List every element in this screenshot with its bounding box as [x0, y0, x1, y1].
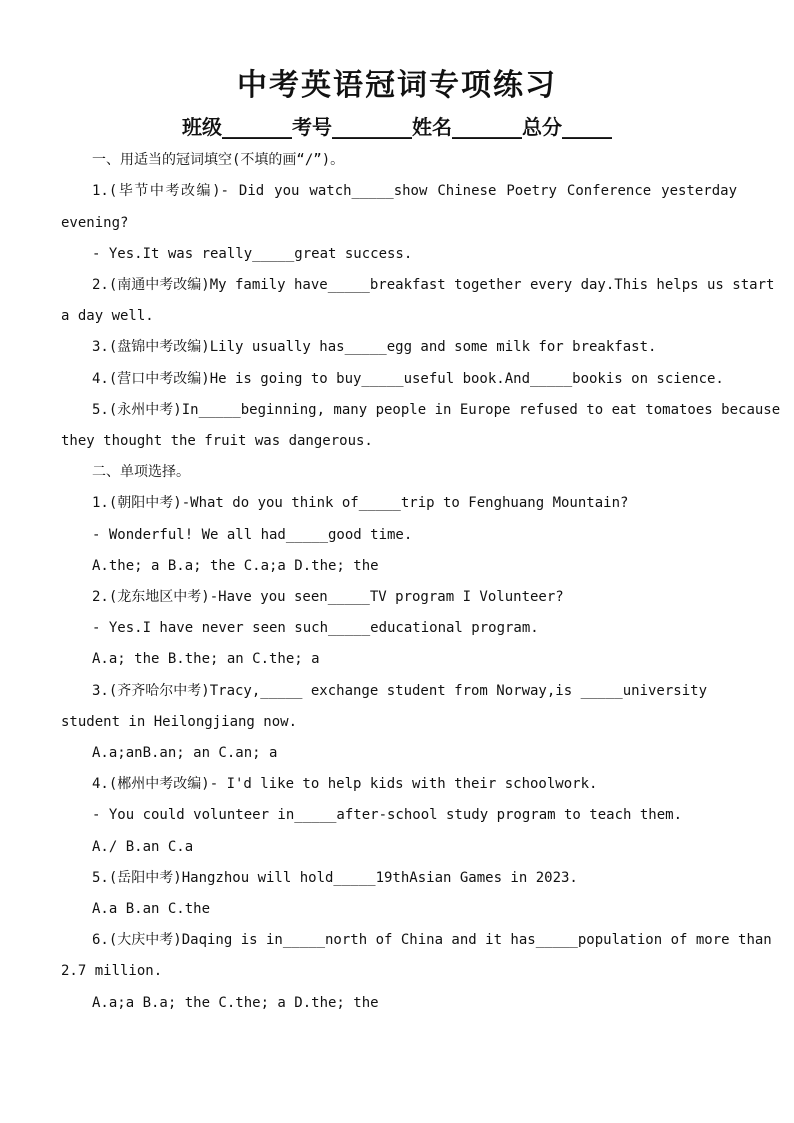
question-line: - You could volunteer in_____after-school study program to teach them.	[92, 807, 683, 823]
question-line: - Yes.I have never seen such_____educational program.	[92, 620, 539, 636]
section-heading-multiple-choice: 二、单项选择。	[92, 464, 190, 480]
question-line: 2.(南通中考改编)My family have_____breakfast together every day.This helps us start	[92, 277, 775, 293]
question-line: - Yes.It was really_____great success.	[92, 246, 413, 262]
answer-options: A.a; the B.the; an C.the; a	[92, 651, 320, 667]
question-line: 2.(龙东地区中考)-Have you seen_____TV program I Volunteer?	[92, 589, 564, 605]
question-line: 2.7 million.	[61, 963, 163, 979]
question-line: 4.(营口中考改编)He is going to buy_____useful book.And_____bookis on science.	[92, 371, 724, 387]
question-line: student in Heilongjiang now.	[61, 714, 298, 730]
question-line: 4.(郴州中考改编)- I'd like to help kids with their schoolwork.	[92, 776, 598, 792]
question-line: evening?	[61, 215, 129, 231]
answer-options: A.a;a B.a; the C.the; a D.the; the	[92, 995, 379, 1011]
student-info-line: 班级_______考号________姓名_______总分_____	[182, 115, 612, 139]
question-line: - Wonderful! We all had_____good time.	[92, 527, 413, 543]
answer-options: A.the; a B.a; the C.a;a D.the; the	[92, 558, 379, 574]
answer-options: A.a;anB.an; an C.an; a	[92, 745, 278, 761]
answer-options: A.a B.an C.the	[92, 901, 211, 917]
question-line: 5.(岳阳中考)Hangzhou will hold_____19thAsian Games in 2023.	[92, 870, 578, 886]
section-heading-fill-blank: 一、用适当的冠词填空(不填的画“/”)。	[92, 152, 345, 168]
question-line: they thought the fruit was dangerous.	[61, 433, 373, 449]
page-title: 中考英语冠词专项练习	[237, 68, 557, 103]
question-line: 3.(齐齐哈尔中考)Tracy,_____ exchange student from Norway,is _____university	[92, 683, 708, 699]
question-line: 1.(毕节中考改编)- Did you watch_____show Chinese Poetry Conference yesterday	[92, 183, 737, 199]
question-line: 5.(永州中考)In_____beginning, many people in Europe refused to eat tomatoes because	[92, 402, 781, 418]
question-line: 3.(盘锦中考改编)Lily usually has_____egg and some milk for breakfast.	[92, 339, 657, 355]
question-line: 1.(朝阳中考)-What do you think of_____trip to Fenghuang Mountain?	[92, 495, 629, 511]
question-line: 6.(大庆中考)Daqing is in_____north of China and it has_____population of more than	[92, 932, 772, 948]
answer-options: A./ B.an C.a	[92, 839, 194, 855]
question-line: a day well.	[61, 308, 154, 324]
